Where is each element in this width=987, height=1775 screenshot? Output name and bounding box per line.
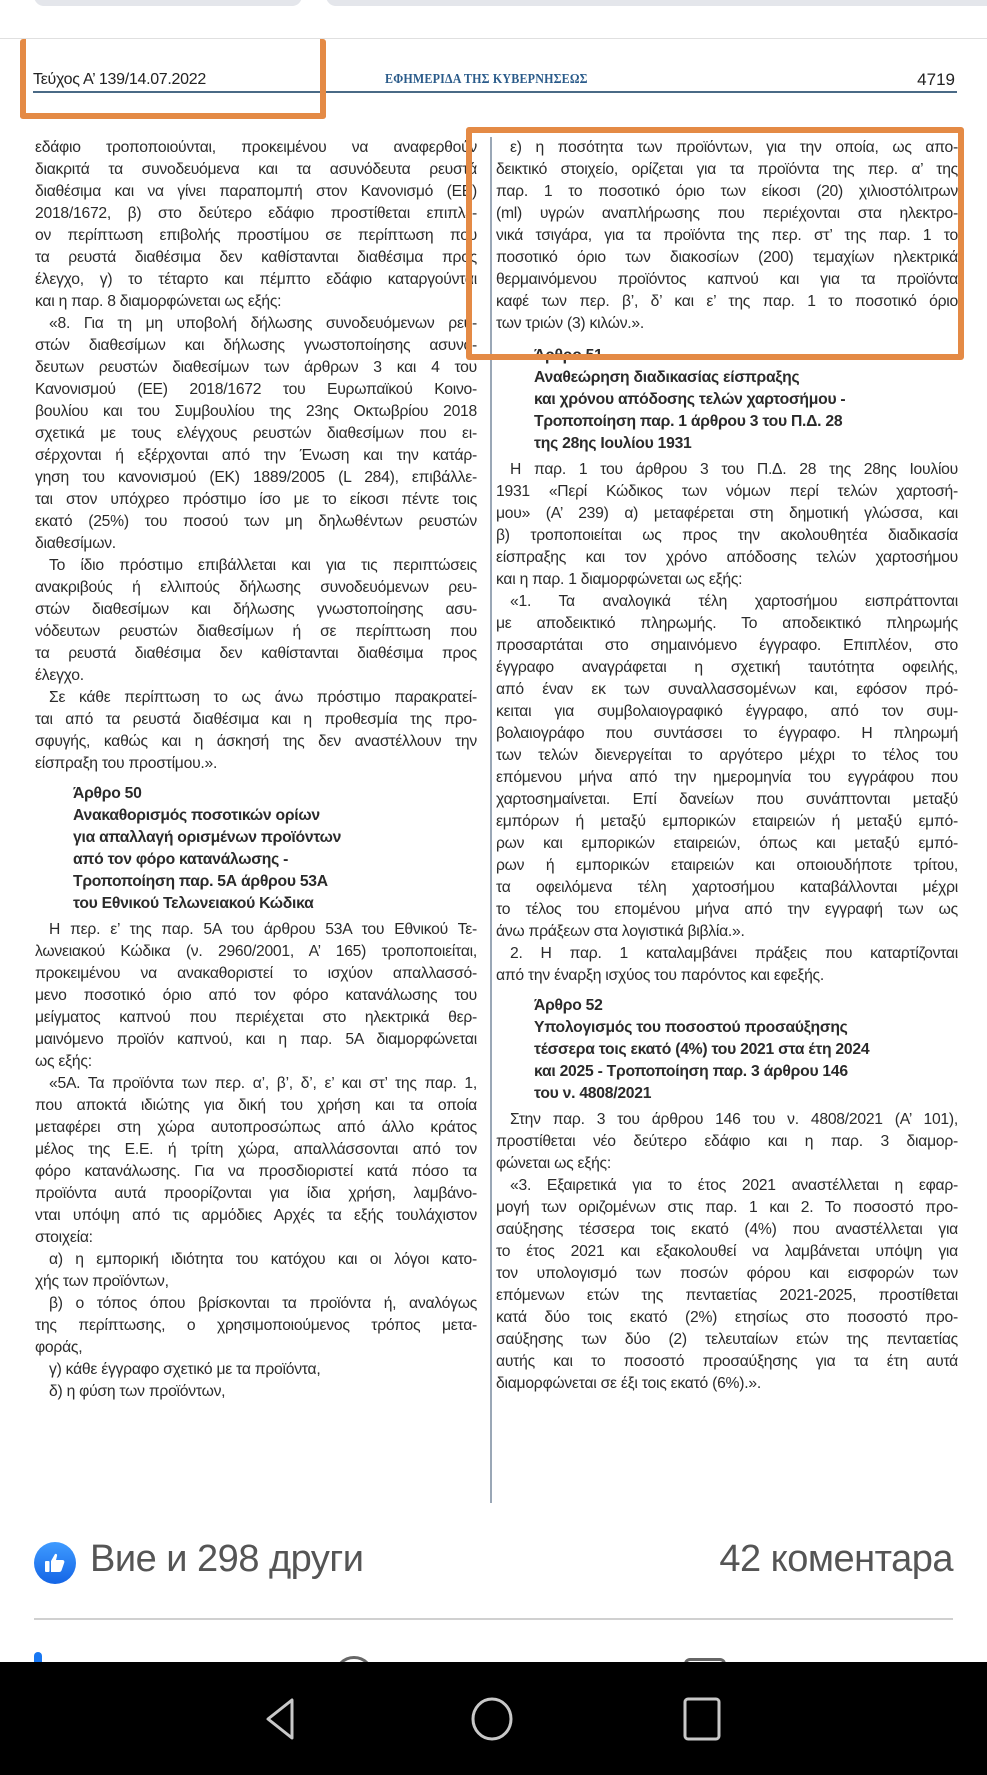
paragraph xyxy=(35,919,477,1073)
paragraph xyxy=(35,555,477,687)
text-line: «5Α. Τα προϊόντα των περ. α’, β’, δ’, ε’ και στ’ της παρ. 1, xyxy=(49,1075,477,1092)
text-line: Αναθεώρηση διαδικασίας είσπραξης xyxy=(534,369,800,386)
text-line: του Εθνικού Τελωνειακού Κώδικα xyxy=(73,895,314,912)
paragraph xyxy=(35,137,477,313)
text-line: Η παρ. 1 του άρθρου 3 του Π.Δ. 28 της 28ης Ιουλίου xyxy=(510,461,958,478)
text-line: εμπόρων ή μεταξύ εμπορικών εταιρειών ή μεταξύ εμπό- xyxy=(496,813,958,830)
text-line: φόρο κατανάλωσης. Για να προσδιοριστεί κατά πόσο τα xyxy=(35,1163,477,1180)
home-circle-icon xyxy=(470,1696,514,1742)
text-line: ως εξής: xyxy=(35,1053,92,1070)
text-line: του ν. 4808/2021 xyxy=(534,1085,652,1102)
text-line: νικά τσιγάρα, για τα προϊόντα της περ. στ’ της παρ. 1 το xyxy=(496,227,958,244)
text-line: ε) η ποσότητα των προϊόντων, για την οποία, ως απο- xyxy=(510,139,958,156)
article-51-heading xyxy=(496,345,958,455)
back-triangle-icon xyxy=(262,1696,302,1742)
text-line: ποσοτικό όριο των διακοσίων (200) τεμαχίων ηλεκτρικά xyxy=(496,249,958,266)
text-line: σέρχονται ή εξέρχονται από την Ένωση και την κατάρ- xyxy=(35,447,477,464)
article-50-heading xyxy=(35,783,477,915)
text-line: Σε κάθε περίπτωση το ως άνω πρόστιμο παρακρατεί- xyxy=(49,689,477,706)
text-line: βολαιογράφο που συντάσσει το έγγραφο. Η πληρωμή xyxy=(496,725,958,742)
paragraph xyxy=(35,1381,477,1403)
text-line: στών διαθεσίμων και δήλωσης γνωστοποίησης ασυνό- xyxy=(35,337,477,354)
text-line: δεικτικό στοιχείο, ορίζεται για τα προϊόντα της περ. α’ της xyxy=(496,161,958,178)
paragraph xyxy=(35,313,477,555)
text-line: Υπολογισμός του ποσοστού προσαύξησης xyxy=(534,1019,848,1036)
text-line: άνω πράξεων στα λογιστικά βιβλία.». xyxy=(496,923,745,940)
text-line: τα οφειλόμενα τέλη χαρτοσήμου καταβάλλονται μέχρι xyxy=(496,879,958,896)
text-line: β) τροποποιείται ως προς την ακολουθητέα διαδικασία xyxy=(496,527,958,544)
text-line: από τον φόρο κατανάλωσης - xyxy=(73,851,289,868)
text-line: διαμορφώνεται σε έξι τοις εκατό (6%).». xyxy=(496,1375,761,1392)
text-line: για απαλλαγή ορισμένων προϊόντων xyxy=(73,829,342,846)
text-line: ρων ή εμπορικών εταιρειών και οποιουδήποτε τρίτου, xyxy=(496,857,958,874)
text-line: χαρτοσημαίνεται. Επί δανείων που συνάπτονται μεταξύ xyxy=(496,791,958,808)
text-line: έγγραφο αναγράφεται η σχετική ταυτότητα οφειλής, xyxy=(496,659,958,676)
text-line: το τέλος του επομένου μήνα από την εγγραφή των ως xyxy=(496,901,958,918)
recents-button[interactable] xyxy=(672,1694,732,1744)
text-line: και η παρ. 1 διαμορφώνεται ως εξής: xyxy=(496,571,743,588)
text-line: Ανακαθορισμός ποσοτικών ορίων xyxy=(73,807,320,824)
text-line: «8. Για τη μη υποβολή δήλωσης συνοδευόμενων ρευ- xyxy=(49,315,477,332)
home-button[interactable] xyxy=(462,1694,522,1744)
text-line: είσπραξης και τον χρόνο απόδοσης τελών χαρτοσήμου xyxy=(496,549,958,566)
text-line: της 28ης Ιουλίου 1931 xyxy=(534,435,692,452)
paragraph xyxy=(35,1359,477,1381)
text-line: ανακριβούς ή ελλιπούς δήλωσης συνοδευόμενων ρευ- xyxy=(35,579,477,596)
text-line: αυτής και το ποσοστό προσαύξησης για τα έτη αυτά xyxy=(496,1353,958,1370)
text-line: είσπραξη του προστίμου.». xyxy=(35,755,218,772)
likes-count-link[interactable]: Вие и 298 други xyxy=(90,1538,364,1580)
text-line: έλεγχο, γ) το τέταρτο και πέμπτο εδάφιο καταργούνται xyxy=(35,271,477,288)
text-line: εδάφιο τροποποιούνται, προκειμένου να αναφερθούν xyxy=(35,139,477,156)
text-line: το έτος 2021 και εξακολουθεί να λαμβάνεται υπόψη για xyxy=(496,1243,958,1260)
text-line: κατά δύο τοις εκατό (2%) ετησίως στο ποσοστό προ- xyxy=(496,1309,958,1326)
text-line: Κανονισμού (ΕΕ) 2018/1672 του Ευρωπαϊκού Κοινο- xyxy=(35,381,477,398)
paragraph xyxy=(496,1175,958,1395)
page-number: 4719 xyxy=(917,70,955,89)
text-line: διαθέσιμα και να γίνει παραπομπή στον Κανονισμό (ΕΕ) xyxy=(35,183,477,200)
paragraph xyxy=(35,1249,477,1293)
text-line: μεταφέρει στη χώρα αυτοπροσώπως από άλλο κράτος xyxy=(35,1119,477,1136)
paragraph xyxy=(35,687,477,775)
text-line: σχετικά με τους ελέγχους ρευστών διαθεσίμων που ει- xyxy=(35,425,477,442)
text-line: γηση του κανονισμού (ΕΚ) 1889/2005 (L 284), επιβάλλε- xyxy=(35,469,477,486)
comments-count-link[interactable]: 42 коментара xyxy=(719,1538,953,1580)
paragraph xyxy=(35,1293,477,1359)
text-line: προσαρτάται στο σημαινόμενο έγγραφο. Επιπλέον, στο xyxy=(496,637,958,654)
text-line: Τροποποίηση παρ. 5Α άρθρου 53Α xyxy=(73,873,328,890)
text-line: που αποκτά ιδιώτης για δική του χρήση και τα οποία xyxy=(35,1097,477,1114)
top-chip[interactable] xyxy=(326,0,987,6)
text-line: από έναν εκ των συναλλασσομένων και, εφόσον πρό- xyxy=(496,681,958,698)
text-line: έλεγχο. xyxy=(35,667,84,684)
reactions-divider xyxy=(34,1618,953,1620)
text-line: από την έναρξη ισχύος του παρόντος και εφεξής. xyxy=(496,967,824,984)
text-line: γ) κάθε έγγραφο σχετικό με τα προϊόντα, xyxy=(49,1361,321,1378)
text-line: και 2025 - Τροποποίηση παρ. 3 άρθρου 146 xyxy=(534,1063,848,1080)
text-line: προκειμένου να ανακαθοριστεί το ισχύον απαλλασσό- xyxy=(35,965,477,982)
text-line: ται από τα ρευστά διαθέσιμα και η προθεσμία της προ- xyxy=(35,711,477,728)
text-line: μογή των οριζομένων στις παρ. 1 και 2. Το ποσοστό προ- xyxy=(496,1199,958,1216)
text-line: (ml) υγρών αναπλήρωσης που περιέχονται στα ηλεκτρο- xyxy=(496,205,958,222)
text-line: των τριών (3) κιλών.». xyxy=(496,315,644,332)
text-line: κειται για συμβολαιογραφικό έγγραφο, από τον συμ- xyxy=(496,703,958,720)
text-line: μενο ποσοτικό όριο από τον φόρο κατανάλωσης του xyxy=(35,987,477,1004)
highlight-box-issue-date xyxy=(20,39,326,119)
back-button[interactable] xyxy=(252,1694,312,1744)
reactions-bar xyxy=(34,1530,953,1590)
text-line: επόμενων ετών της πενταετίας 2021-2025, προστίθεται xyxy=(496,1287,958,1304)
paragraph xyxy=(496,943,958,987)
post-image-gazette-page[interactable] xyxy=(0,38,987,1506)
top-chip[interactable] xyxy=(34,0,302,6)
text-line: α) η εμπορική ιδιότητα του κατόχου και οι λόγοι κατο- xyxy=(49,1251,477,1268)
text-line: Στην παρ. 3 του άρθρου 146 του ν. 4808/2021 (Α’ 101), xyxy=(510,1111,958,1128)
text-line: με αποδεικτικό πληρωμής. Το αποδεικτικό πληρωμής xyxy=(496,615,958,632)
top-chip-row xyxy=(0,0,987,20)
recents-square-icon xyxy=(680,1696,724,1742)
text-line: τα ρευστά διαθέσιμα δεν καθίστανται διαθέσιμα προς xyxy=(35,249,477,266)
text-line: στών διαθεσίμων και δήλωσης γνωστοποίησης ασυ- xyxy=(35,601,477,618)
text-line: σαύξησης των δύο (2) τελευταίων ετών της πενταετίας xyxy=(496,1331,958,1348)
text-line: παρ. 1 το ποσοτικό όριο των είκοσι (20) χιλιοστόλιτρων xyxy=(496,183,958,200)
text-line: επόμενου μήνα από την ημερομηνία του εγγράφου που xyxy=(496,769,958,786)
text-line: ται στον υπόχρεο πρόστιμο ίσο με το είκοσι πέντε τοις xyxy=(35,491,477,508)
thumbs-up-icon[interactable] xyxy=(34,1542,76,1584)
text-line: και η παρ. 8 διαμορφώνεται ως εξής: xyxy=(35,293,282,310)
text-line: β) ο τόπος όπου βρίσκονται τα προϊόντα ή, αναλόγως xyxy=(49,1295,477,1312)
text-line: βουλίου και του Συμβουλίου της 23ης Οκτωβρίου 2018 xyxy=(35,403,477,420)
article-52-heading xyxy=(496,995,958,1105)
paragraph xyxy=(496,591,958,943)
text-line: δ) η φύση των προϊόντων, xyxy=(49,1383,226,1400)
paragraph xyxy=(496,459,958,591)
text-line: Άρθρο 51 xyxy=(534,347,603,364)
text-line: ρων και εμπορικών εταιρειών, όπως και μεταξύ εμπό- xyxy=(496,835,958,852)
text-line: προστίθεται νέο δεύτερο εδάφιο και η παρ. 3 διαμορ- xyxy=(496,1133,958,1150)
text-line: φοράς, xyxy=(35,1339,83,1356)
text-line: τον υπολογισμό των ποσών φόρου και εισφορών των xyxy=(496,1265,958,1282)
text-line: φώνεται ως εξής: xyxy=(496,1155,611,1172)
text-line: μείγματος καπνού που περιέχεται στο ηλεκτρικά θερ- xyxy=(35,1009,477,1026)
text-line: της περίπτωσης, ο χρησιμοποιούμενος τρόπος μετα- xyxy=(35,1317,477,1334)
text-line: 2018/1672, β) στο δεύτερο εδάφιο προστίθεται επιπλέ- xyxy=(35,205,477,222)
text-line: και χρόνου απόδοσης τελών χαρτοσήμου - xyxy=(534,391,846,408)
text-line: Άρθρο 50 xyxy=(73,785,142,802)
left-column xyxy=(35,137,477,1403)
text-line: λωνειακού Κώδικα (ν. 2960/2001, Α’ 165) τροποποιείται, xyxy=(35,943,477,960)
text-line: μέλος της Ε.Ε. ή τρίτη χώρα, απαλλάσσονται από τον xyxy=(35,1141,477,1158)
text-line: εκατό (25%) του ποσού των μη δηλωθέντων ρευστών xyxy=(35,513,477,530)
text-line: 2. Η παρ. 1 καταλαμβάνει πράξεις που καταρτίζονται xyxy=(510,945,958,962)
text-line: τέσσερα τοις εκατό (4%) του 2021 στα έτη 2024 xyxy=(534,1041,870,1058)
text-line: νόδευτων ρευστών διαθεσίμων ή σε περίπτωση που xyxy=(35,623,477,640)
text-line: 1931 «Περί Κώδικος των νόμων περί τελών χαρτοσή- xyxy=(496,483,958,500)
text-line: διαθεσίμων. xyxy=(35,535,116,552)
text-line: νται υπόψη από τις αρμόδιες Αρχές τα εξής τουλάχιστον xyxy=(35,1207,477,1224)
text-line: μου» (Α’ 239) α) μεταφέρεται στη δημοτική γλώσσα, και xyxy=(496,505,958,522)
text-line: προϊόντα αυτά προορίζονται για ίδια χρήση, λαμβάνο- xyxy=(35,1185,477,1202)
text-line: σφυγής, καθώς και η άσκησή της δεν αναστέλλουν την xyxy=(35,733,477,750)
text-line: διακριτά τα συνοδευόμενα και τα ασυνόδευτα ρευστά xyxy=(35,161,477,178)
text-line: «3. Εξαιρετικά για το έτος 2021 αναστέλλεται η εφαρ- xyxy=(510,1177,958,1194)
text-line: στοιχεία: xyxy=(35,1229,93,1246)
text-line: χής των προϊόντων, xyxy=(35,1273,169,1290)
text-line: των τελών διενεργείται το αργότερο μέχρι το τέλος του xyxy=(496,747,958,764)
system-navigation-bar xyxy=(0,1662,987,1775)
highlight-box-paragraph-e xyxy=(466,127,964,360)
text-line: Η περ. ε’ της παρ. 5Α του άρθρου 53Α του Εθνικού Τε- xyxy=(49,921,477,938)
text-line: καφέ των περ. β’, δ’ και ε’ της παρ. 1 το ποσοτικό όριο xyxy=(496,293,958,310)
paragraph xyxy=(35,1073,477,1249)
text-line: τα ρευστά διαθέσιμα δεν καθίστανται διαθέσιμα προς xyxy=(35,645,477,662)
text-line: «1. Τα αναλογικά τέλη χαρτοσήμου εισπράττονται xyxy=(510,593,958,610)
text-line: σαύξησης τέσσερα τοις εκατό (4%) που αναστέλλεται για xyxy=(496,1221,958,1238)
text-line: ον περίπτωση επιβολής προστίμου σε περίπτωση που xyxy=(35,227,477,244)
issue-label: Τεύχος Α’ 139/14.07.2022 xyxy=(33,71,206,88)
text-line: Άρθρο 52 xyxy=(534,997,603,1014)
gazette-title: ΕΦΗΜΕΡΙΔΑ ΤΗΣ ΚΥΒΕΡΝΗΣΕΩΣ xyxy=(385,72,588,87)
paragraph xyxy=(496,1109,958,1175)
text-line: Το ίδιο πρόστιμο επιβάλλεται και για τις περιπτώσεις xyxy=(49,557,477,574)
text-line: θερμαινόμενου προϊόντος καπνού και για τα προϊόντα xyxy=(496,271,958,288)
text-line: δευτων ρευστών διαθεσίμων των άρθρων 3 και 4 του xyxy=(35,359,477,376)
text-line: μαινόμενο προϊόν καπνού, και η παρ. 5Α διαμορφώνεται xyxy=(35,1031,477,1048)
text-line: Τροποποίηση παρ. 1 άρθρου 3 του Π.Δ. 28 xyxy=(534,413,843,430)
